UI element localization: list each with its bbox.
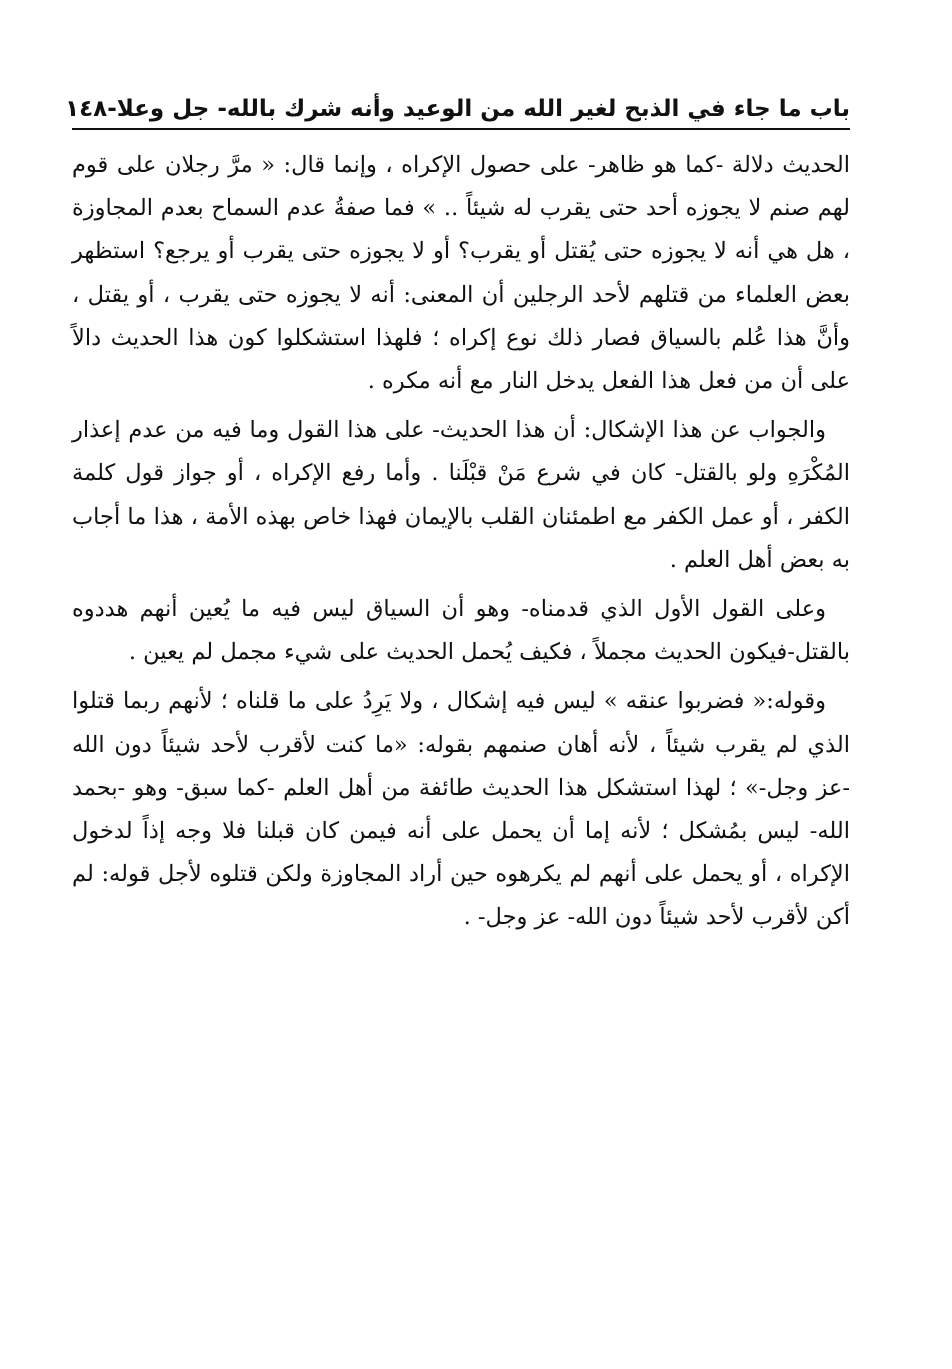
chapter-title: باب ما جاء في الذبح لغير الله من الوعيد وأنه شرك بالله- جل وعلا- <box>107 96 850 122</box>
paragraph-2: والجواب عن هذا الإشكال: أن هذا الحديث- على هذا القول وما فيه من عدم إعذار المُكْرَهِ ولو بالقتل- كان في شرع مَنْ قبْلَنا . وأما رفع الإكراه ، أو جواز قول كلمة الكفر ، أو عمل الكفر مع اطمئنان القلب بالإيمان فهذا خاص بهذه الأمة ، هذا ما أجاب به بعض أهل العلم . <box>72 417 850 573</box>
book-page <box>65 82 850 946</box>
page-number: ١٤٨ <box>65 96 108 122</box>
body-text <box>72 144 850 940</box>
paragraph-4: وقوله:« فضربوا عنقه » ليس فيه إشكال ، ولا يَرِدُ على ما قلناه ؛ لأنهم ربما قتلوا الذي لم يقرب شيئاً ، لأنه أهان صنمهم بقوله: «ما كنت لأقرب لأحد شيئاً دون الله -عز وجل-» ؛ لهذا استشكل هذا الحديث طائفة من أهل العلم -كما سبق- وهو -بحمد الله- ليس بمُشكل ؛ لأنه إما أن يحمل على أنه فيمن كان قبلنا فلا وجه إذاً لدخول الإكراه ، أو يحمل على أنهم لم يكرهوه حين أراد المجاوزة ولكن قتلوه لأجل قوله: لم أكن لأقرب لأحد شيئاً دون الله- عز وجل- . <box>72 688 850 931</box>
paragraph-1: الحديث دلالة -كما هو ظاهر- على حصول الإكراه ، وإنما قال: « مرَّ رجلان على قوم لهم صنم لا يجوزه أحد حتى يقرب له شيئاً .. » فما صفةُ عدم السماح بعدم المجاوزة ، هل هي أنه لا يجوزه حتى يُقتل أو يقرب؟ أو لا يجوزه حتى يقرب أو يرجع؟ استظهر بعض العلماء من قتلهم لأحد الرجلين أن المعنى: أنه لا يجوزه حتى يقرب ، أو يقتل ، وأنَّ هذا عُلم بالسياق فصار ذلك نوع إكراه ؛ فلهذا استشكلوا كون هذا الحديث دالاً على أن من فعل هذا الفعل يدخل النار مع أنه مكره . <box>72 152 850 395</box>
paragraph-3: وعلى القول الأول الذي قدمناه- وهو أن السياق ليس فيه ما يُعين أنهم هددوه بالقتل-فيكون الحديث مجملاً ، فكيف يُحمل الحديث على شيء مجمل لم يعين . <box>72 596 850 666</box>
running-header <box>65 82 850 130</box>
